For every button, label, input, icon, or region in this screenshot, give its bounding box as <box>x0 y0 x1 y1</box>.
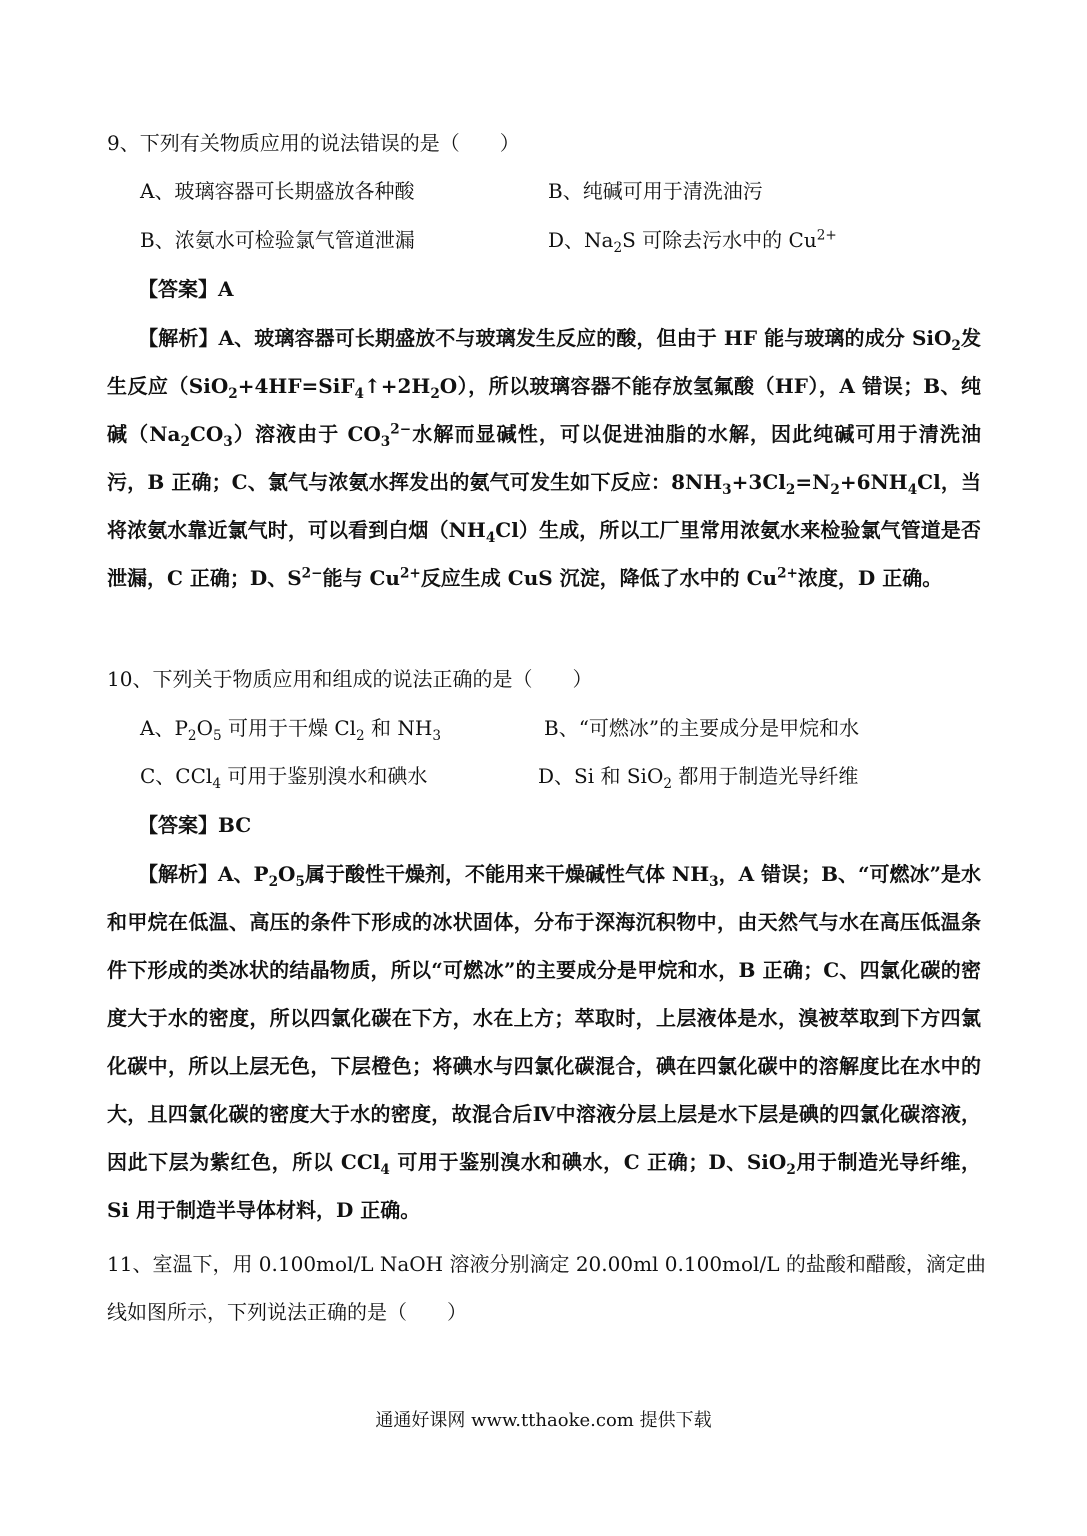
question-9-analysis: 【解析】A、玻璃容器可长期盛放不与玻璃发生反应的酸，但由于 HF 能与玻璃的成分 SiO$_2$发生反应$(SiO_2+4HF=SiF_4↑+2H_2O)$，所以玻璃容器不能存放氢氟酸（HF），A 错误；B、纯碱$(Na_2CO_3)$溶液由于 $CO_3^{2-}$水解而显碱性，可以促进油脂的水解，因此纯碱可用于清洗油污，B 正确；C、氯气与浓氨水挥发出的氨气可发生如下反应：$8NH_3+3Cl_2=N_2+6NH_4Cl$，当将浓氨水靠近氯气时，可以看到白烟$(NH_4Cl)$生成，所以工厂里常用浓氨水来检验氯气管道是否泄漏，C 正确；D、$S^{2-}$能与 $Cu^{2+}$反应生成 CuS 沉淀，降低了水中的 $Cu^{2+}$浓度，D 正确。 <box>107 326 982 590</box>
question-10-stem: 10、下列关于物质应用和组成的说法正确的是（ ） <box>107 667 593 691</box>
question-10-analysis: 【解析】A、$P_2O_5$属于酸性干燥剂，不能用来干燥碱性气体 $NH_3$，A 错误；B、“可燃冰”是水和甲烷在低温、高压的条件下形成的冰状固体，分布于深海沉积物中，由天然气与水在高压低温条件下形成的类冰状的结晶物质，所以“可燃冰”的主要成分是甲烷和水，B 正确；C、四氯化碳的密度大于水的密度，所以四氯化碳在下方，水在上方；萃取时，上层液体是水，溴被萃取到下方四氯化碳中，所以上层无色，下层橙色；将碘水与四氯化碳混合，碘在四氯化碳中的溶解度比在水中的大，且四氯化碳的密度大于水的密度，故混合后Ⅳ中溶液分层上层是水下层是碘的四氯化碳溶液，因此下层为紫红色，所以 CCl$_4$ 可用于鉴别溴水和碘水，C 正确；D、SiO$_2$用于制造光导纤维，Si 用于制造半导体材料，D 正确。 <box>107 862 981 1222</box>
question-9-option-c: B、浓氨水可检验氯气管道泄漏 <box>140 228 415 252</box>
question-9-option-b: B、纯碱可用于清洗油污 <box>548 179 763 203</box>
question-11-stem-line-2: 线如图所示，下列说法正确的是（ ） <box>107 1300 467 1324</box>
question-9-option-a: A、玻璃容器可长期盛放各种酸 <box>140 179 415 203</box>
question-9-stem: 9、下列有关物质应用的说法错误的是（ ） <box>107 131 520 155</box>
question-9-answer: 【答案】A <box>138 277 234 301</box>
question-10-option-c: C、CCl$_4$ 可用于鉴别溴水和碘水 <box>140 764 428 792</box>
page-footer: 通通好课网 www.tthaoke.com 提供下载 <box>375 1410 712 1431</box>
question-10-answer: 【答案】BC <box>138 813 252 837</box>
question-10-option-a: A、$P_2O_5$ 可用于干燥 $Cl_2$ 和 $NH_3$ <box>140 716 442 744</box>
question-9-option-d: D、$Na_2S$ 可除去污水中的 $Cu^{2+}$ <box>548 227 837 256</box>
question-10-option-d: D、Si 和 SiO$_2$ 都用于制造光导纤维 <box>538 764 859 792</box>
question-11-stem-line-1: 11、室温下，用 0.100mol/L NaOH 溶液分别滴定 20.00ml 0.100mol/L 的盐酸和醋酸，滴定曲 <box>107 1252 986 1276</box>
question-10-option-b: B、“可燃冰”的主要成分是甲烷和水 <box>544 716 860 740</box>
